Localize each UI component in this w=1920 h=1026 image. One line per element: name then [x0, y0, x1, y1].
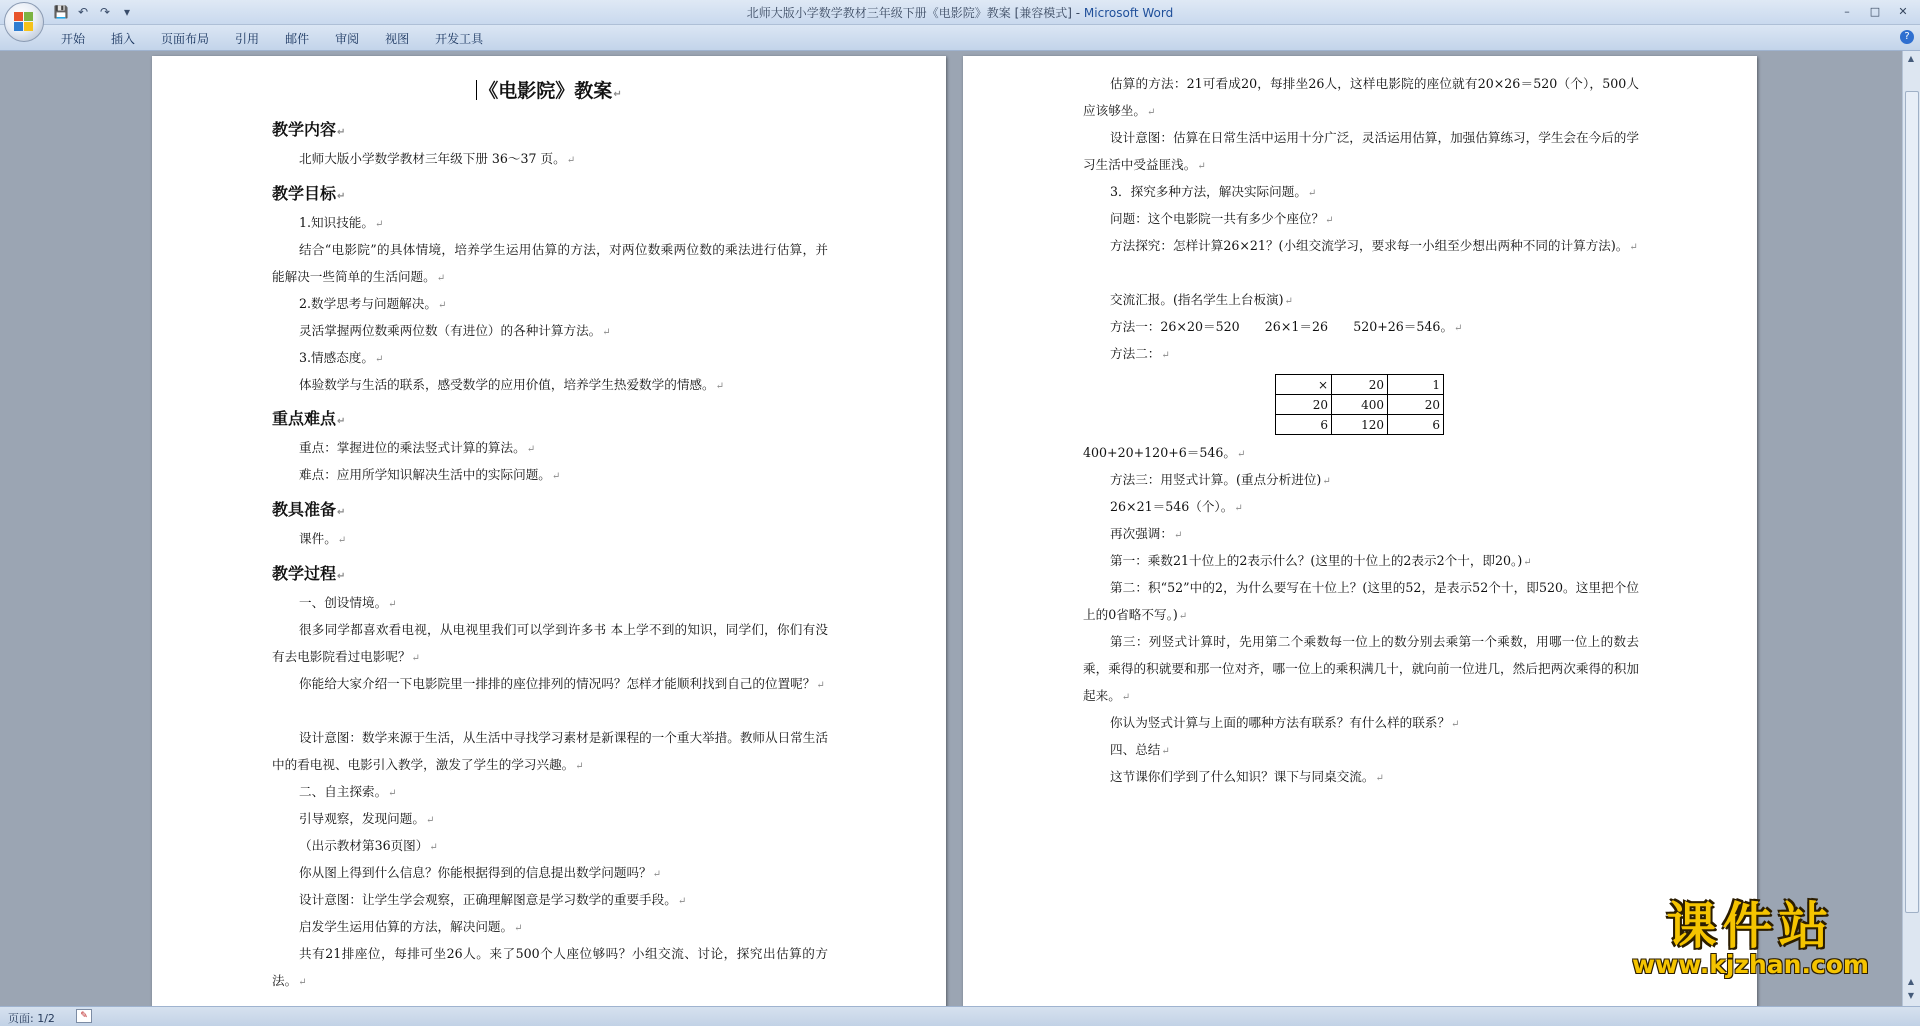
watermark-logo: [1632, 897, 1869, 979]
page-title-text: 《电影院》教案: [479, 80, 613, 102]
document-workspace[interactable]: [0, 51, 1903, 1006]
table-cell: 1: [1388, 375, 1444, 395]
title-bar: [0, 0, 1920, 25]
heading-tools: 教具准备↵: [272, 500, 346, 519]
app-name: Microsoft Word: [1083, 6, 1174, 20]
paragraph: （出示教材第36页图）↵: [299, 838, 438, 853]
vertical-scrollbar[interactable]: [1902, 51, 1920, 1006]
paragraph: 你认为竖式计算与上面的哪种方法有联系？有什么样的联系？↵: [1110, 715, 1460, 730]
ribbon-tabs: [48, 30, 496, 48]
paragraph: 设计意图：让学生学会观察，正确理解图意是学习数学的重要手段。↵: [299, 892, 687, 907]
help-icon[interactable]: ?: [1900, 30, 1914, 44]
paragraph: 2.数学思考与问题解决。↵: [299, 296, 447, 311]
save-icon[interactable]: 💾: [53, 5, 69, 19]
paragraph: 3．探究多种方法，解决实际问题。↵: [1110, 184, 1317, 199]
minimize-icon[interactable]: –: [1844, 4, 1850, 18]
document-page-1[interactable]: [152, 56, 946, 1006]
heading-process: 教学过程↵: [272, 564, 346, 583]
heading-goals: 教学目标↵: [272, 184, 346, 203]
office-logo-icon: [14, 12, 34, 32]
status-bar: [0, 1006, 1920, 1026]
table-cell: 20: [1388, 395, 1444, 415]
paragraph: 你从图上得到什么信息？你能根据得到的信息提出数学问题吗？↵: [299, 865, 662, 880]
paragraph: 第一：乘数21十位上的2表示什么？(这里的十位上的2表示2个十，即20。)↵: [1110, 553, 1532, 568]
paragraph: 你能给大家介绍一下电影院里一排排的座位排列的情况吗？怎样才能顺利找到自己的位置呢？↵: [299, 676, 825, 691]
page-count[interactable]: 页面: 1/2: [8, 1012, 55, 1025]
paragraph: 这节课你们学到了什么知识？课下与同桌交流。↵: [1110, 769, 1384, 784]
paragraph: 重点：掌握进位的乘法竖式计算的算法。↵: [299, 440, 536, 455]
table-cell: 20: [1332, 375, 1388, 395]
text-cursor: [476, 80, 477, 100]
window-controls: [1834, 2, 1916, 20]
table-cell: 6: [1276, 415, 1332, 435]
previous-page-icon[interactable]: ▲: [1907, 977, 1915, 986]
paragraph: 难点：应用所学知识解决生活中的实际问题。↵: [299, 467, 561, 482]
tab-mailings[interactable]: 邮件: [285, 32, 310, 46]
redo-icon[interactable]: ↷: [99, 5, 111, 19]
table-cell: ×: [1276, 375, 1332, 395]
tab-page-layout[interactable]: 页面布局: [161, 32, 210, 46]
paragraph: 400+20+120+6＝546。↵: [1083, 445, 1246, 460]
window-title: [0, 4, 1920, 21]
close-icon[interactable]: ✕: [1898, 4, 1908, 18]
document-title: 北师大版小学数学教材三年级下册《电影院》教案 [兼容模式] -: [746, 6, 1084, 20]
paragraph: 启发学生运用估算的方法，解决问题。↵: [299, 919, 523, 934]
paragraph: 北师大版小学数学教材三年级下册 36～37 页。↵: [299, 151, 576, 166]
ribbon: [0, 25, 1920, 51]
paragraph: 1.知识技能。↵: [299, 215, 384, 230]
tab-view[interactable]: 视图: [385, 32, 410, 46]
heading-content: 教学内容↵: [272, 120, 346, 139]
table-cell: 400: [1332, 395, 1388, 415]
paragraph: 再次强调：↵: [1110, 526, 1183, 541]
paragraph: 问题：这个电影院一共有多少个座位？↵: [1110, 211, 1334, 226]
scroll-up-icon[interactable]: ▲: [1907, 54, 1915, 63]
paragraph: 第二：积“52”中的2，为什么要写在十位上？(这里的52，是表示52个十，即520。这里把个位上的0省略不写。)↵: [1083, 580, 1639, 622]
maximize-icon[interactable]: □: [1869, 4, 1881, 18]
tab-insert[interactable]: 插入: [111, 32, 136, 46]
paragraph: 设计意图：估算在日常生活中运用十分广泛，灵活运用估算，加强估算练习，学生会在今后的学习生活中受益匪浅。↵: [1083, 130, 1639, 172]
heading-key-points: 重点难点↵: [272, 409, 346, 428]
table-cell: 6: [1388, 415, 1444, 435]
tab-developer[interactable]: 开发工具: [435, 32, 484, 46]
customize-icon[interactable]: ▾: [123, 5, 131, 19]
watermark-url: www.kjzhan.com: [1632, 950, 1869, 979]
paragraph: 设计意图：数学来源于生活，从生活中寻找学习素材是新课程的一个重大举措。教师从日常生活中的看电视、电影引入教学，激发了学生的学习兴趣。↵: [272, 730, 828, 772]
table-row: [1276, 395, 1444, 415]
multiplication-grid-table: [1275, 374, 1444, 435]
paragraph: 四、总结↵: [1110, 742, 1170, 757]
paragraph: 方法三：用竖式计算。(重点分析进位)↵: [1110, 472, 1331, 487]
paragraph: 引导观察，发现问题。↵: [299, 811, 435, 826]
paragraph: 课件。↵: [299, 531, 347, 546]
paragraph: 二、自主探索。↵: [299, 784, 397, 799]
paragraph: 灵活掌握两位数乘两位数（有进位）的各种计算方法。↵: [299, 323, 611, 338]
paragraph: 方法二：↵: [1110, 346, 1170, 361]
table-cell: 20: [1276, 395, 1332, 415]
paragraph: 一、创设情境。↵: [299, 595, 397, 610]
paragraph: 交流汇报。(指名学生上台板演)↵: [1110, 292, 1293, 307]
tab-home[interactable]: 开始: [61, 32, 86, 46]
paragraph: 体验数学与生活的联系，感受数学的应用价值，培养学生热爱数学的情感。↵: [299, 377, 724, 392]
document-page-2[interactable]: [963, 56, 1757, 1006]
scroll-thumb[interactable]: [1905, 91, 1919, 913]
paragraph: 26×21＝546（个）。↵: [1110, 499, 1243, 514]
office-button[interactable]: [4, 2, 44, 42]
table-row: [1276, 415, 1444, 435]
paragraph: 方法探究：怎样计算26×21？(小组交流学习，要求每一小组至少想出两种不同的计算方法)。↵: [1110, 238, 1638, 253]
tab-references[interactable]: 引用: [235, 32, 260, 46]
table-cell: 120: [1332, 415, 1388, 435]
proofing-icon[interactable]: ✎: [76, 1009, 92, 1023]
page-title: 《电影院》教案↵: [152, 76, 946, 103]
paragraph: 3.情感态度。↵: [299, 350, 384, 365]
tab-review[interactable]: 审阅: [335, 32, 360, 46]
paragraph: 方法一：26×20＝520 26×1＝26 520+26＝546。↵: [1110, 319, 1463, 334]
paragraph: 第三：列竖式计算时，先用第二个乘数每一位上的数分别去乘第一个乘数，用哪一位上的数去乘，乘得的积就要和那一位对齐，哪一位上的乘积满几十，就向前一位进几，然后把两次乘得的积加起来。↵: [1083, 634, 1639, 703]
paragraph: 估算的方法：21可看成20，每排坐26人，这样电影院的座位就有20×26＝520（个），500人应该够坐。↵: [1083, 76, 1639, 118]
next-page-icon[interactable]: ▼: [1907, 991, 1915, 1000]
paragraph: 结合“电影院”的具体情境，培养学生运用估算的方法，对两位数乘两位数的乘法进行估算，并能解决一些简单的生活问题。↵: [272, 242, 828, 284]
paragraph: 共有21排座位，每排可坐26人。来了500个人座位够吗？小组交流、讨论，探究出估算的方法。↵: [272, 946, 828, 988]
table-row: [1276, 375, 1444, 395]
undo-icon[interactable]: ↶: [77, 5, 89, 19]
watermark-text: 课件站: [1666, 897, 1835, 955]
paragraph: 很多同学都喜欢看电视，从电视里我们可以学到许多书 本上学不到的知识，同学们，你们有没有去电影院看过电影呢？↵: [272, 622, 828, 664]
